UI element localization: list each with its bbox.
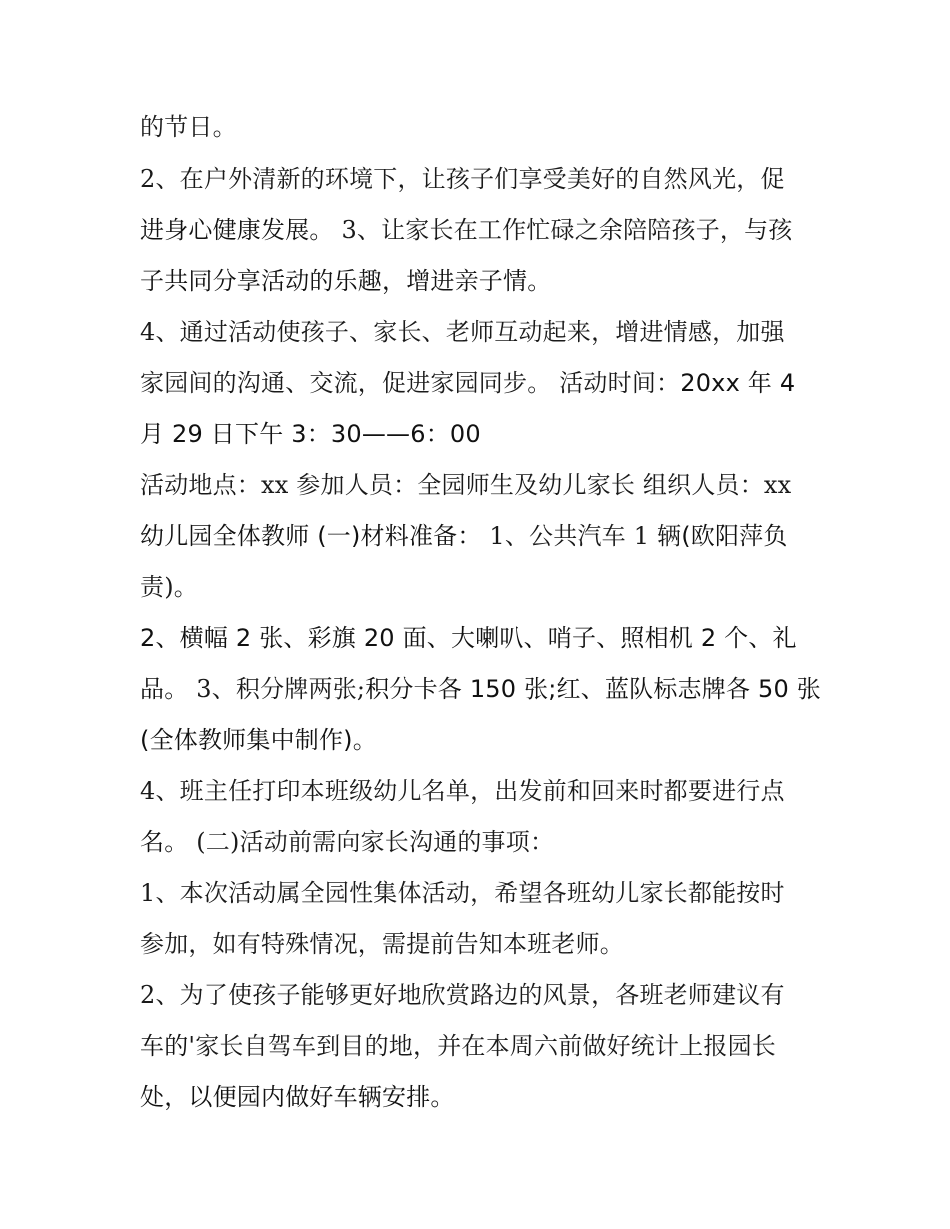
text-segment: 2、在户外清新的环境下，让孩子们享受美好的自然风光，促 — [140, 165, 785, 193]
text-line — [140, 822, 830, 862]
text-line — [140, 261, 830, 301]
text-segment: 4、通过活动使孩子、家长、老师互动起来，增进情感，加强 — [140, 318, 785, 346]
text-line — [140, 975, 830, 1015]
text-line — [140, 363, 830, 403]
text-segment: 2、为了使孩子能够更好地欣赏路边的风景，各班老师建议有 — [140, 981, 785, 1009]
text-segment: 2、横幅 2 张、彩旗 20 面、大喇叭、哨子、照相机 2 个、礼 — [140, 624, 797, 652]
text-segment: 家园间的沟通、交流，促进家园同步。 活动时间： — [140, 369, 681, 397]
text-line — [140, 669, 830, 709]
text-line — [140, 107, 830, 147]
text-segment: 月 29 日下午 3：30——6：00 — [140, 420, 481, 448]
text-line — [140, 567, 830, 607]
text-segment: 1、公共汽车 1 辆 — [481, 522, 682, 550]
text-segment: 3、积分牌两张; — [188, 675, 366, 703]
text-segment: 的节日。 — [140, 113, 237, 141]
text-segment: 幼儿园全体教师 (一)材料准备： — [140, 522, 482, 550]
text-line — [140, 1026, 830, 1066]
text-line — [140, 414, 830, 454]
text-segment: 名。 — [140, 828, 189, 856]
text-line — [140, 516, 830, 556]
text-segment: 。 — [352, 726, 377, 754]
text-segment: 20xx 年 4 — [680, 369, 796, 397]
text-segment: 4、班主任打印本班级幼儿名单，出发前和回来时都要进行点 — [140, 777, 785, 805]
text-segment: 参加，如有特殊情况，需提前告知本班老师。 — [140, 930, 624, 958]
text-segment: 子共同分享活动的乐趣，增进亲子情。 — [140, 267, 552, 295]
text-segment: 3、让家长在工作忙碌之余陪陪孩子，与孩 — [333, 216, 793, 244]
text-segment: 1、本次活动属全园性集体活动，希望各班幼儿家长都能按时 — [140, 879, 785, 907]
text-segment: 品。 — [140, 675, 189, 703]
text-segment: 处，以便园内做好车辆安排。 — [140, 1083, 455, 1111]
text-line — [140, 210, 830, 250]
text-line — [140, 159, 830, 199]
text-segment: 活动地点：xx 参加人员：全园师生及幼儿家长 组织人员：xx — [140, 471, 792, 499]
text-line — [140, 618, 830, 658]
text-line — [140, 465, 830, 505]
text-segment: (二)活动前需向家长沟通的事项： — [188, 828, 555, 856]
text-line — [140, 1077, 830, 1117]
text-line — [140, 312, 830, 352]
text-segment: '家长自驾车到目的地，并在本周六前做好统计上报园长 — [188, 1032, 777, 1060]
text-segment: (欧阳萍负 — [681, 522, 788, 550]
text-segment: 积分卡各 150 张;红、蓝队标志牌各 50 张 — [365, 675, 821, 703]
text-segment: 进身心健康发展。 — [140, 216, 334, 244]
text-line — [140, 873, 830, 913]
text-line — [140, 720, 830, 760]
text-segment: 车的 — [140, 1032, 189, 1060]
text-segment: 责)。 — [140, 573, 198, 601]
text-segment: (全体教师集中制作) — [140, 726, 353, 754]
text-line — [140, 924, 830, 964]
text-line — [140, 771, 830, 811]
